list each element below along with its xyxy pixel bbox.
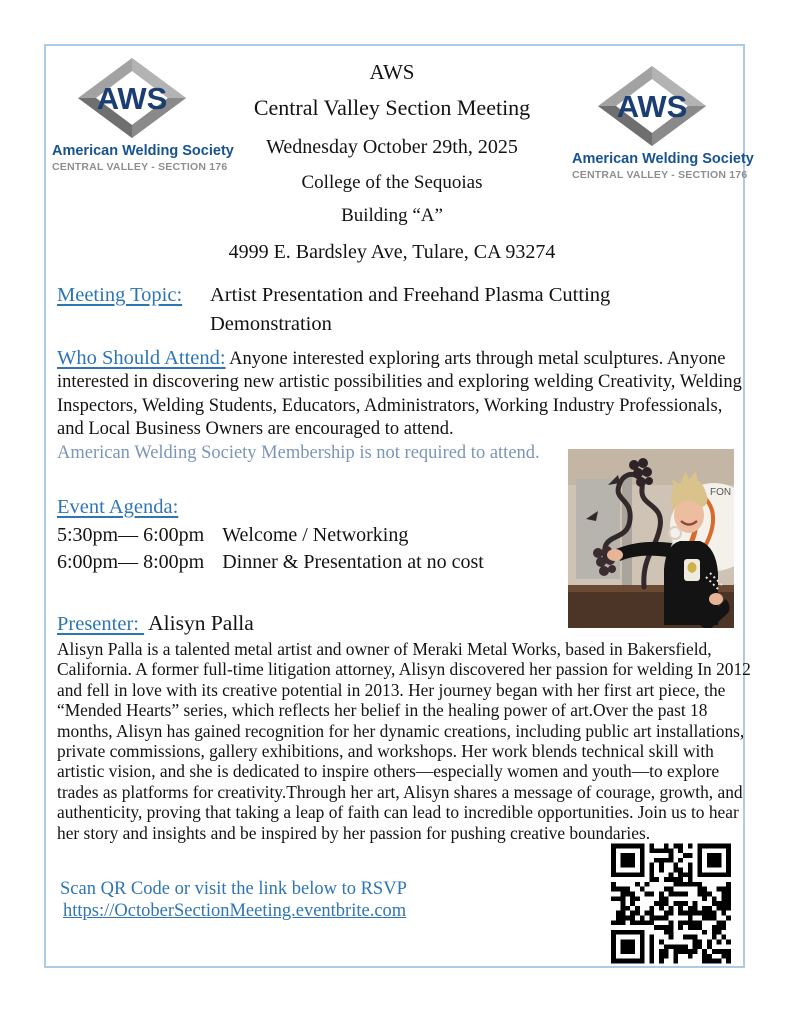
header-meeting-title: Central Valley Section Meeting: [253, 95, 531, 120]
logo-org-name: American Welding Society: [52, 143, 234, 159]
presenter-name: Alisyn Palla: [148, 611, 254, 635]
svg-text:AWS: AWS: [96, 81, 168, 116]
event-agenda-section: [57, 496, 484, 574]
header-address: 4999 E. Bardsley Ave, Tulare, CA 93274: [228, 241, 556, 263]
aws-logo-right: [572, 64, 754, 181]
agenda-row-1: [57, 524, 484, 547]
header-org: AWS: [369, 60, 415, 84]
agenda-activity: Dinner & Presentation at no cost: [222, 551, 484, 573]
rsvp-link[interactable]: https://OctoberSectionMeeting.eventbrite.com: [63, 901, 407, 921]
meeting-topic-label: Meeting Topic:: [57, 284, 183, 306]
aws-diamond-icon: [596, 64, 708, 148]
header-date: Wednesday October 29th, 2025: [266, 136, 518, 158]
who-should-attend-intro: Anyone interested exploring arts through metal sculptures.: [225, 349, 667, 369]
meeting-topic-section: [57, 281, 722, 339]
rsvp-section: [60, 879, 407, 922]
agenda-time: 5:30pm— 6:00pm: [57, 523, 205, 546]
rsvp-instruction: Scan QR Code or visit the link below to RSVP: [60, 879, 407, 899]
aws-logo-left: [52, 56, 234, 173]
presenter-photo: [568, 449, 734, 628]
logo-section-name: CENTRAL VALLEY - SECTION 176: [572, 169, 748, 181]
presenter-section: [57, 611, 754, 843]
logo-section-name: CENTRAL VALLEY - SECTION 176: [52, 161, 228, 173]
presenter-label: Presenter:: [57, 613, 145, 635]
header: [192, 60, 592, 264]
svg-text:FON: FON: [710, 487, 732, 498]
header-building: Building “A”: [341, 205, 443, 226]
agenda-row-2: [57, 551, 484, 574]
agenda-activity: Welcome / Networking: [222, 523, 409, 546]
who-should-attend-section: [57, 347, 751, 465]
aws-diamond-icon: [76, 56, 188, 140]
who-should-attend-label: Who Should Attend:: [57, 347, 226, 369]
event-agenda-label: Event Agenda:: [57, 496, 179, 518]
who-should-attend-body: Anyone interested in discovering new artistic possibilities and exploring welding Creativity, Welding Inspectors, Welding Students, Educators, Administrators, Working Industry Professionals, and Local Business Owners are encouraged to attend.: [57, 349, 742, 440]
membership-note: American Welding Society Membership is not required to attend.: [57, 442, 540, 463]
qr-code: [611, 843, 731, 964]
presenter-bio: Alisyn Palla is a talented metal artist and owner of Meraki Metal Works, based in Bakersfield, California. A former full-time litigation attorney, Alisyn discovered her passion for welding In 2012 and fell in love with its creative potential in 2013. Her journey began with her first art piece, the “Mended Hearts” series, which reflects her belief in the healing power of art.Over the past 18 months, Alisyn has gained recognition for her dynamic creations, including public art installations, private commissions, gallery exhibitions, and workshops. Her work blends technical skill with artistic vision, and she is dedicated to inspire others—especially women and youth—to explore trades as platforms for creativity.Through her art, Alisyn shares a message of courage, growth, and authenticity, proving that taking a leap of faith can lead to incredible opportunities. Join us to hear her story and insights and be inspired by her passion for pushing creative boundaries.: [57, 639, 751, 843]
logo-org-name: American Welding Society: [572, 151, 754, 167]
svg-text:AWS: AWS: [616, 89, 688, 124]
agenda-time: 6:00pm— 8:00pm: [57, 551, 205, 573]
meeting-topic-text: Artist Presentation and Freehand Plasma Cutting Demonstration: [210, 284, 611, 335]
header-venue: College of the Sequoias: [301, 172, 483, 193]
